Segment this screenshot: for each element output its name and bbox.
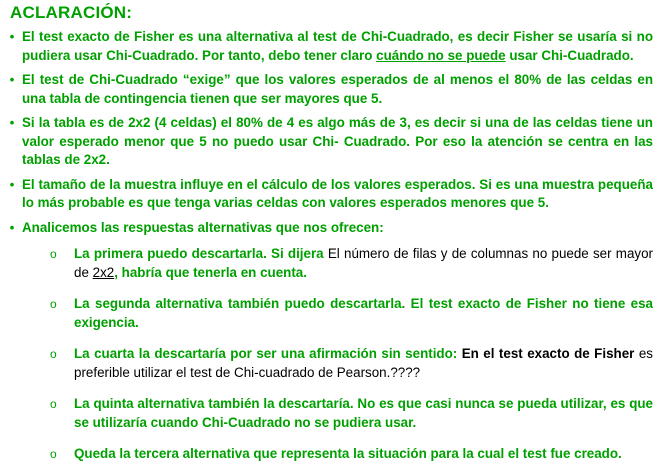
bullet-icon: • (9, 219, 15, 235)
bullet-icon: • (9, 115, 15, 130)
sub-item-fourth-alternative (22, 345, 653, 382)
bullet-icon: • (9, 29, 15, 44)
list-item-fisher-alternative (6, 28, 653, 65)
sub-item-third-alternative (22, 445, 653, 464)
list-item-2x2-table (6, 114, 653, 170)
item-text: El test exacto de Fisher es una alternativa al test de Chi-Cuadrado, es decir Fisher se usaría si no pudiera usar Chi-Cuadrado. Por tanto, debo tener claro (22, 29, 653, 63)
quoted-statement: El número de filas y de columnas no puede ser mayor de (74, 246, 653, 280)
circle-bullet-icon: o (50, 297, 57, 311)
circle-bullet-icon: o (50, 447, 57, 461)
list-item-alternatives (6, 219, 653, 464)
bullet-icon: • (9, 176, 15, 192)
list-item-sample-size (6, 176, 653, 213)
item-text: La cuarta la descartaría por ser una afirmación sin sentido: (74, 346, 462, 361)
page-title: ACLARACIÓN: (10, 3, 133, 22)
circle-bullet-icon: o (50, 347, 57, 361)
quoted-statement: es preferible utilizar el test de Chi-cuadrado de Pearson.???? (74, 346, 653, 380)
sub-item-first-alternative (22, 245, 653, 282)
item-text: La segunda alternativa también puedo descartarla. El test exacto de Fisher no tiene esa exigencia. (74, 296, 653, 330)
item-text: Si la tabla es de 2x2 (4 celdas) el 80% de 4 es algo más de 3, es decir si una de las celdas tiene un valor esperado menor que 5 no puedo usar Chi- Cuadrado. Por eso la atención se centra en las tablas de 2x2. (22, 115, 653, 167)
sub-item-fifth-alternative (22, 395, 653, 432)
circle-bullet-icon: o (50, 397, 57, 411)
underlined-phrase: 2x2 (92, 264, 115, 280)
sub-bullet-list (22, 245, 653, 464)
item-text: El test de Chi-Cuadrado “exige” que los valores esperados de al menos el 80% de las celdas en una tabla de contingencia tienen que ser mayores que 5. (22, 72, 653, 106)
item-text: Analicemos las respuestas alternativas que nos ofrecen: (22, 219, 384, 235)
sub-item-second-alternative (22, 295, 653, 332)
item-text: Queda la tercera alternativa que representa la situación para la cual el test fue creado. (74, 446, 622, 461)
item-text-end: , habría que tenerla en cuenta. (114, 264, 307, 280)
item-text-end: usar Chi-Cuadrado. (505, 47, 634, 63)
bullet-icon: • (9, 72, 15, 87)
item-text: La primera puedo descartarla. Si dijera (74, 246, 328, 261)
list-item-chi-requirement (6, 71, 653, 108)
item-text: El tamaño de la muestra influye en el cálculo de los valores esperados. Si es una muestra pequeña lo más probable es que tenga varias celdas con valores esperados menores que 5. (22, 176, 653, 210)
quoted-statement-bold: En el test exacto de Fisher (461, 346, 635, 361)
circle-bullet-icon: o (50, 247, 57, 261)
underlined-phrase: cuándo no se puede (376, 47, 506, 63)
item-text: La quinta alternativa también la descartaría. No es que casi nunca se pueda utilizar, es que se utilizaría cuando Chi-Cuadrado no se pudiera usar. (74, 396, 653, 430)
main-bullet-list (6, 28, 653, 464)
